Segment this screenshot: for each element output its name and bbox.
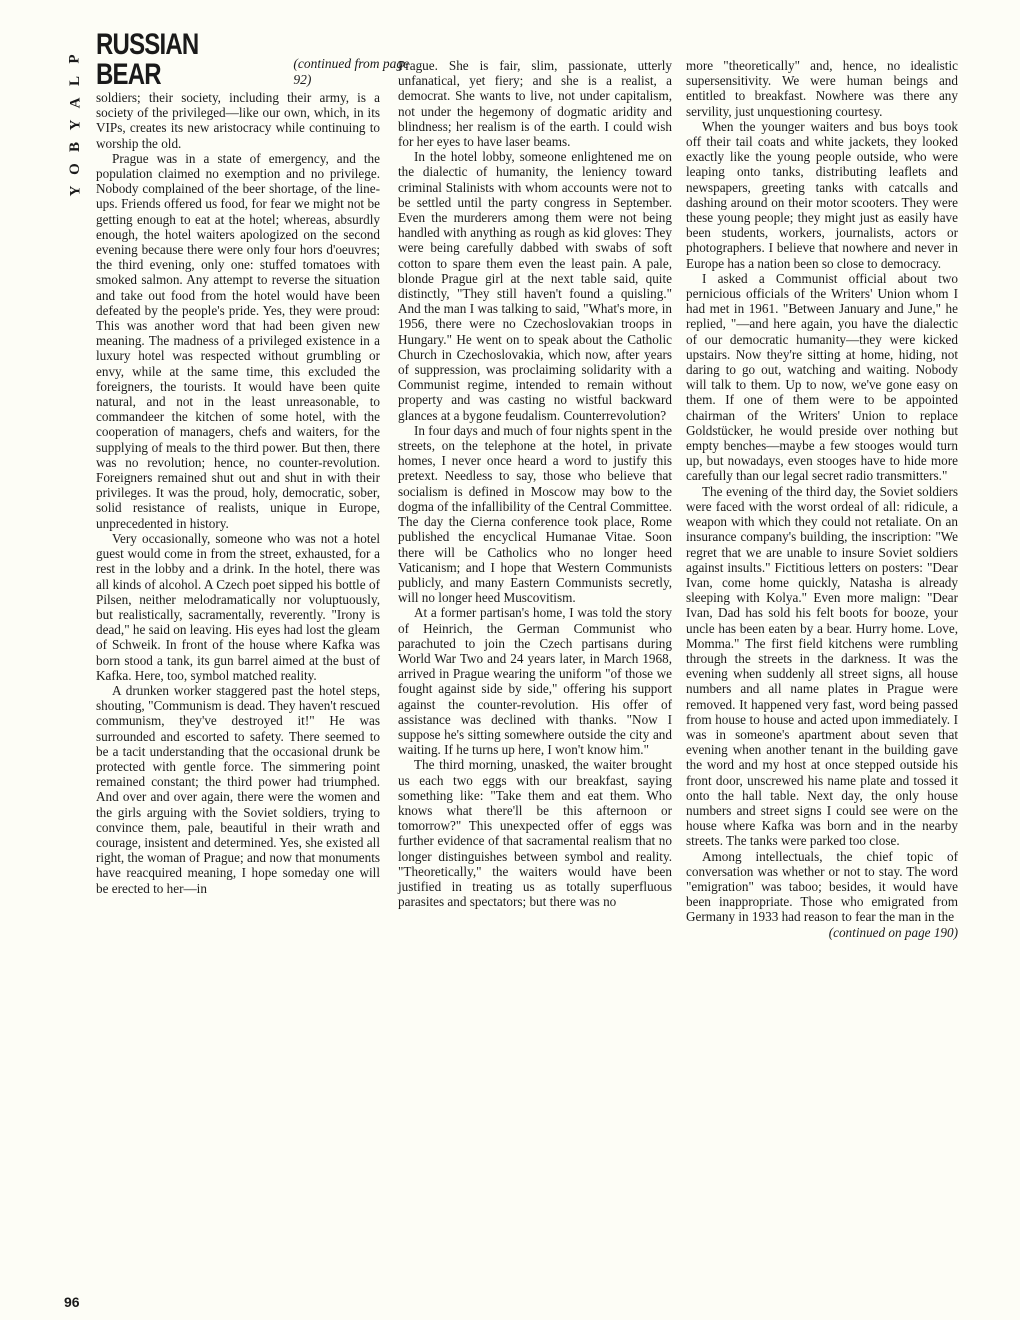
continued-from-note: (continued from page 92)	[293, 56, 410, 87]
paragraph: I asked a Communist official about two pernicious officials of the Writers' Union whom I had met in 1961. "Between January and June," he replied, "—and here again, you have the dialectic of our democratic humanity—they were kicked upstairs. Now they're sitting at home, hiding, not daring to go out, watching and waiting. Nobody will talk to them. Up to now, we've gone easy on them. If one of them were to be appointed chairman of the Writers' Union to replace Goldstücker, he would preside over nothing but empty benches—maybe a few stooges would turn up, but nowadays, even stooges have to hide more carefully than our legal secret radio transmitters."	[686, 270, 958, 484]
paragraph: more "theoretically" and, hence, no idealistic supersensitivity. We were human beings and entitled to breakfast. Nowhere was there any servility, just unquestioning courtesy.	[686, 58, 958, 119]
text-column-1	[96, 90, 380, 1310]
text-column-2	[398, 58, 672, 1308]
brand-letter: Y	[67, 119, 83, 131]
paragraph: Prague. She is fair, slim, passionate, utterly unfanatical, yet fiery; and she is a realist, a democrat. She wants to live, not under capitalism, not under the hegemony of dogmatic aridity and blindness; her realism is of the earth. I could wish for her eyes to have laser beams.	[398, 58, 672, 150]
paragraph: At a former partisan's home, I was told the story of Heinrich, the German Communist who parachuted to join the Czech partisans during World War Two and 24 years later, in March 1968, arrived in Prague wearing the uniform "of those we fought against side by side," offering his support against the counter-revolution. His offer of assistance was declined with thanks. "Now I suppose he's sitting somewhere outside the city and waiting. If he turns up here, I won't know him."	[398, 605, 672, 758]
paragraph: Very occasionally, someone who was not a hotel guest would come in from the street, exhausted, for a rest in the lobby and a drink. In the hotel, there was all kinds of alcohol. A Czech poet sipped his bottle of Pilsen, neither melodramatically nor voluptuously, but realistically, sacramentally, reverently. "Irony is dead," he said on leaving. His eyes had lost the gleam of Schweik. In front of the house where Kafka was born stood a tank, its gun barrel aimed at the bust of Kafka. Here, too, symbol matched reality.	[96, 530, 380, 683]
brand-letter: P	[66, 54, 83, 64]
paragraph: Prague was in a state of emergency, and the population claimed no exemption and no privilege. Nobody complained of the beer shortage, of the line-ups. Friends offered us food, for fear we might not be getting enough to eat at the hotel; whereas, absurdly enough, the hotel waiters apologized on the second evening because there were only four hors d'oeuvres; the third evening, only one: stuffed tomatoes with smoked salmon. Any attempt to reverse the situation and take out food from the hotel would have been defeated by the people's pride. Yes, they were proud: This was another word that had been given new meaning. The madness of a privileged existence in a luxury hotel was respected without grumbling or envy, while at the same time, this excluded the foreigners, the tourists. It would have been quite natural, and not in the least unreasonable, to commandeer the kitchen of some hotel, with the cooperation of managers, chefs and waiters, for the supplying of meals to the third power. But then, there was no revolution; hence, no counter-revolution. Foreigners remained shut out and shut in with their privileges. It was the proud, holy, democratic, sober, solid resistance of realists, unique in Europe, unprecedented in history.	[96, 150, 380, 531]
brand-letter: Y	[67, 185, 83, 197]
article-header	[96, 28, 426, 91]
brand-letter: B	[66, 141, 83, 153]
paragraph: Among intellectuals, the chief topic of conversation was whether or not to stay. The word "emigration" was taboo; besides, it would have been inappropriate. Those who emigrated from Germany in 1933 had reason to fear the man in the	[686, 848, 958, 925]
section-title: RUSSIAN BEAR	[96, 28, 199, 91]
paragraph: A drunken worker staggered past the hotel steps, shouting, "Communism is dead. They haven't rescued communism, they've destroyed it!" He was surrounded and escorted to safety. There seemed to be a tacit understanding that the occasional drunk be protected with gentle force. The simmering point remained constant; the third power had triumphed. And over and over again, there were the women and the girls arguing with the Soviet soldiers, trying to convince them, pale, beautiful in their wrath and courage, insistent and determined. Yes, she existed all right, the woman of Prague; and now that monuments have reacquired meaning, I hope someday one will be erected to her—in	[96, 682, 380, 896]
paragraph: When the younger waiters and bus boys took off their tail coats and white jackets, they looked exactly like the young people outside, who were leaping onto tanks, distributing leaflets and newspapers, greeting tanks with catcalls and dashing around on their motor scooters. They were these young people; they might just as easily have been students, workers, journalists, actors or photographers. I believe that nowhere and never in Europe has a nation been so close to democracy.	[686, 118, 958, 271]
paragraph: The evening of the third day, the Soviet soldiers were faced with the worst ordeal of all: ridicule, a weapon with which they could not retaliate. On an insurance company's building, the inscription: "We regret that we are unable to insure Soviet soldiers against insults." Fictitious letters on posters: "Dear Ivan, come home quickly, Natasha is already sleeping with Kolya." Even more malign: "Dear Ivan, Dad has sold his felt boots for booze, your uncle has been eaten by a bear. Hurry home. Love, Momma." The first field kitchens were rumbling through the streets in the darkness. It was the evening when suddenly all street signs, all house numbers and all name plates in Prague were removed. It happened very fast, word being passed from house to house and acted upon immediately. I was in someone's apartment about seven that evening when another tenant in the building gave the word and my host at once stepped outside his front door, unscrewed his name plate and tossed it onto the hall table. Next day, the only house numbers and street signs I could see were on the house where Kafka was born and in the nearby streets. The tanks were parked too close.	[686, 483, 958, 849]
brand-letter: A	[67, 97, 83, 109]
paragraph: In four days and much of four nights spent in the streets, on the telephone at the hotel, in private homes, I never once heard a word to justify this pretext. Needless to say, those who believe that socialism is defined in Moscow may bow to the dogma of the infallibility of the Central Committee. The day the Cierna conference took place, Rome published the encyclical Humanae Vitae. Soon there will be Catholics who no longer heed Vaticanism; and I hope that Western Communists publicly, and many Eastern Communists secretly, will no longer heed Muscovitism.	[398, 422, 672, 606]
magazine-vertical-title	[58, 48, 92, 202]
page-number: 96	[64, 1294, 80, 1310]
paragraph: In the hotel lobby, someone enlightened me on the dialectic of humanity, the leniency toward criminal Stalinists with whom accounts were not to be settled until the party congress in September. Even the murderers among them were not being handled with anything as rough as kid gloves: They were being carefully dabbed with swabs of soft cotton to spare them even the least pain. A pale, blonde Prague girl at the next table said, quite distinctly, "They still haven't found a quisling." And the man I was talking to said, "What's more, in 1956, there were no Czechoslovakian troops in Hungary." He went on to speak about the Catholic Church in Czechoslovakia, which now, after years of suppression, was proclaiming solidarity with a Communist regime, intended to remain without property and was casting no wistful backward glances at a bygone feudalism. Counterrevolution?	[398, 149, 672, 423]
continued-on-note: (continued on page 190)	[828, 924, 958, 940]
text-column-3	[686, 58, 958, 1308]
paragraph: The third morning, unasked, the waiter brought us each two eggs with our breakfast, saying something like: "Take them and eat them. Who knows what there'll be this afternoon or tomorrow?" This unexpected offer of eggs was further evidence of that sacramental realism that no longer distinguishes between symbol and reality. "Theoretically," the waiters would have been justified in treating us as totally superfluous parasites and spectators; but there was no	[398, 757, 672, 910]
paragraph: soldiers; their society, including their army, is a society of the privileged—like our own, which, in its VIPs, creates its new aristocracy while continuing to worship the old.	[96, 90, 380, 151]
brand-letter: L	[66, 75, 83, 87]
brand-letter: O	[66, 163, 83, 175]
